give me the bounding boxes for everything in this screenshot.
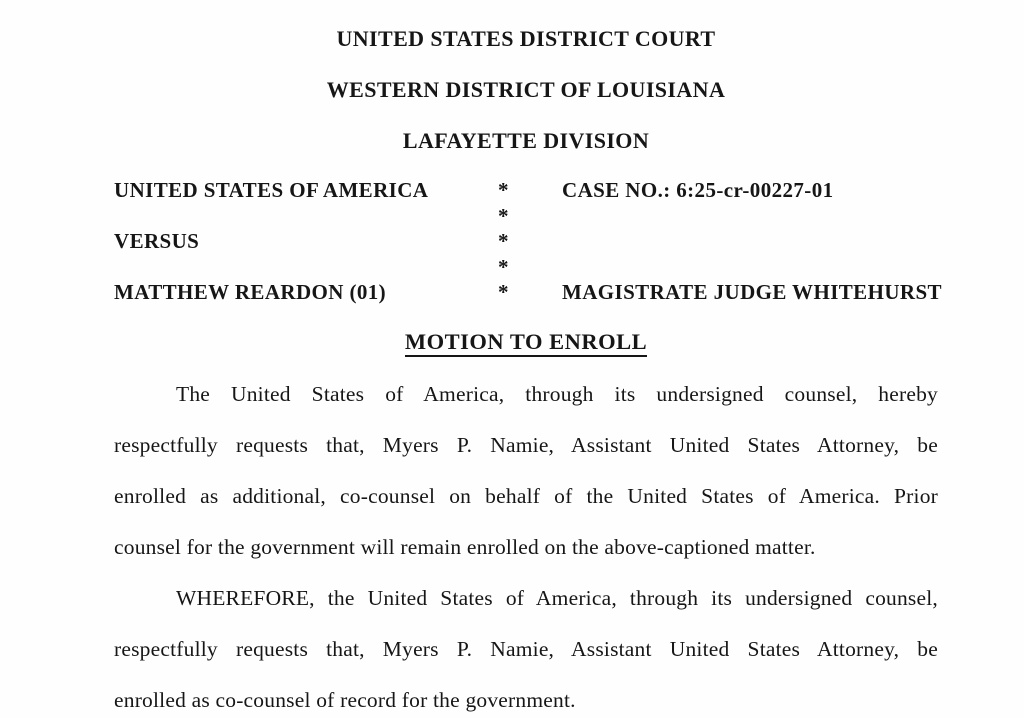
caption-defendant: MATTHEW REARDON (01) bbox=[114, 280, 387, 304]
body-paragraph-2 bbox=[114, 573, 938, 726]
district-name: WESTERN DISTRICT OF LOUISIANA bbox=[326, 77, 726, 102]
case-number: CASE NO.: 6:25-cr-00227-01 bbox=[562, 178, 834, 202]
paragraph-line: respectfully requests that, Myers P. Namie, Assistant United States Attorney, be bbox=[114, 432, 938, 457]
caption-plaintiff: UNITED STATES OF AMERICA bbox=[114, 178, 429, 202]
asterisk-separator: * bbox=[498, 203, 509, 228]
caption-versus: VERSUS bbox=[114, 229, 200, 253]
asterisk-separator: * bbox=[498, 254, 509, 279]
asterisk-separator: * bbox=[498, 229, 509, 253]
body-paragraph-1 bbox=[114, 369, 938, 573]
asterisk-separator: * bbox=[498, 178, 509, 202]
paragraph-line: The United States of America, through its undersigned counsel, hereby bbox=[176, 381, 938, 406]
court-name: UNITED STATES DISTRICT COURT bbox=[336, 26, 716, 51]
paragraph-line: enrolled as co-counsel of record for the government. bbox=[114, 687, 576, 712]
caption-spacer bbox=[562, 229, 942, 255]
caption-spacer bbox=[114, 255, 498, 281]
paragraph-line: WHEREFORE, the United States of America, through its undersigned counsel, bbox=[176, 585, 938, 610]
judge-name: MAGISTRATE JUDGE WHITEHURST bbox=[562, 280, 942, 304]
caption-spacer bbox=[562, 204, 942, 230]
case-caption bbox=[114, 178, 942, 306]
paragraph-line: respectfully requests that, Myers P. Namie, Assistant United States Attorney, be bbox=[114, 636, 938, 661]
division-name: LAFAYETTE DIVISION bbox=[402, 128, 650, 153]
asterisk-separator: * bbox=[498, 280, 509, 304]
paragraph-line: enrolled as additional, co-counsel on behalf of the United States of America. Prior bbox=[114, 483, 938, 508]
caption-spacer bbox=[562, 255, 942, 281]
motion-title: MOTION TO ENROLL bbox=[405, 329, 647, 357]
paragraph-line: counsel for the government will remain enrolled on the above-captioned matter. bbox=[114, 534, 816, 559]
motion-title-row bbox=[114, 318, 938, 369]
caption-spacer bbox=[114, 204, 498, 230]
